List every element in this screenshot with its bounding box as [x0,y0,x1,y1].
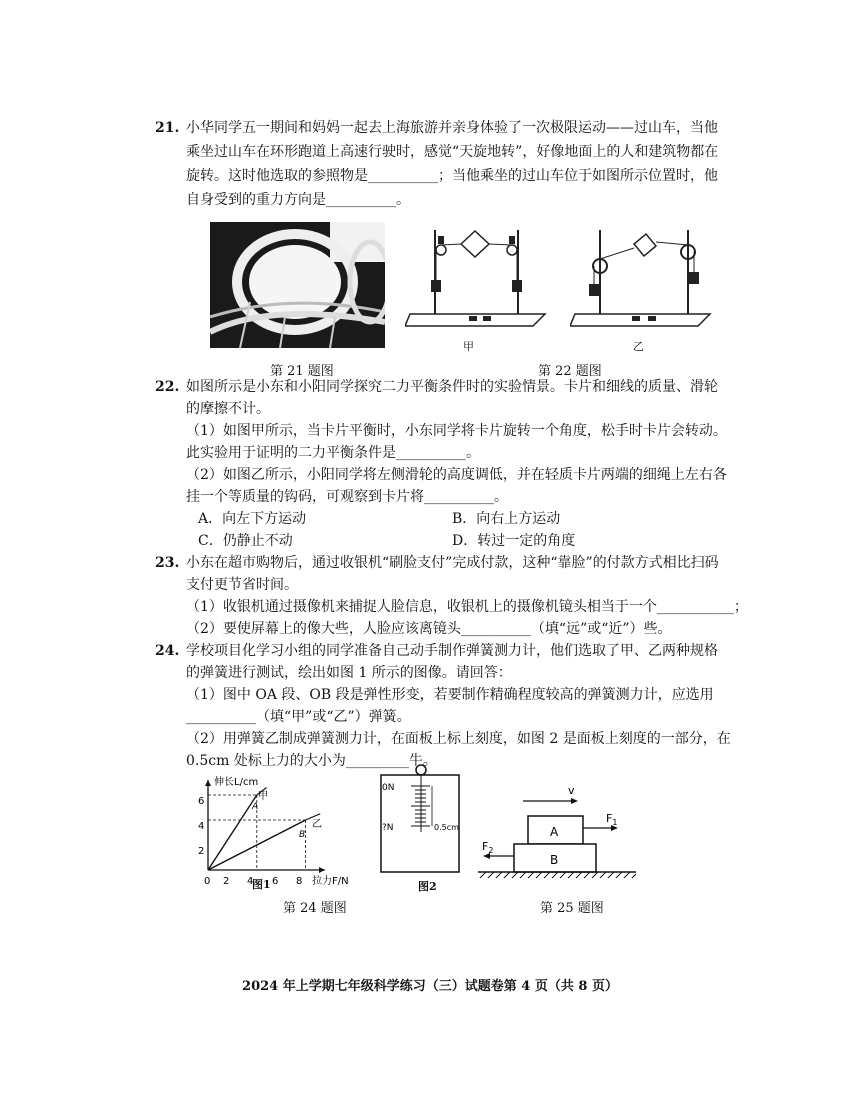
y-tick-2: 2 [198,846,205,857]
block-b-label: B [550,853,559,867]
point-b-label: B [299,830,306,840]
roller-coaster-photo [210,222,385,348]
x-tick-8: 8 [296,876,303,887]
force-f1-label: $F_1$ [606,812,618,827]
fig1-name: 图1 [252,878,271,891]
velocity-label: v [568,784,575,797]
fig22-label-yi: 乙 [633,340,644,353]
q22-option-b: B．向右上方运动 [452,511,561,527]
question-number-24: 24. [155,643,180,659]
y-tick-6: 6 [198,796,205,807]
q22-line-5: （2）如图乙所示，小阳同学将左侧滑轮的高度调低，并在轻质卡片两端的细绳上左右各 [186,467,727,483]
x-tick-4: 4 [247,876,254,887]
x-tick-6: 6 [272,876,279,887]
q23-line-3: （1）收银机通过摄像机来捕捉人脸信息，收银机上的摄像机镜头相当于一个___________； [186,599,748,615]
q21-line-2: 乘坐过山车在环形跑道上高速行驶时，感觉“天旋地转”，好像地面上的人和建筑物都在 [186,144,719,160]
q21-line-4: 自身受到的重力方向是__________。 [186,192,410,208]
q22-line-6: 挂一个等质量的钩码，可观察到卡片将__________。 [186,489,508,505]
question-number-23: 23. [155,555,180,571]
two-force-balance-apparatus-yi [570,222,715,334]
q22-line-3: （1）如图甲所示，当卡片平衡时，小东同学将卡片旋转一个角度，松手时卡片会转动。 [186,423,727,439]
q21-line-1: 小华同学五一期间和妈妈一起去上海旅游并亲身体验了一次极限运动——过山车，当他 [186,120,718,136]
q24-line-5: （2）用弹簧乙制成弹簧测力计，在面板上标上刻度，如图 2 是面板上刻度的一部分，在 [186,731,731,747]
line-label-jia: 甲 [258,791,268,802]
question-number-22: 22. [155,379,180,395]
q23-line-4: （2）要使屏幕上的像大些，人脸应该离镜头__________（填“远”或“近”）些。 [186,621,672,637]
y-axis-label: 伸长L/cm [214,777,259,788]
q21-line-3: 旋转。这时他选取的参照物是__________；当他乘坐的过山车位于如图所示位置时，他 [186,168,718,184]
q23-line-2: 支付更节省时间。 [186,577,298,593]
fig22-label-jia: 甲 [463,340,474,353]
page-footer: 2024 年上学期七年级科学练习（三）试题卷第 4 页（共 8 页） [242,979,618,994]
q24-line-2: 的弹簧进行测试，绘出如图 1 所示的图像。请回答： [186,665,512,681]
y-tick-4: 4 [198,821,205,832]
q22-line-2: 的摩擦不计。 [186,401,270,417]
q22-option-c: C．仍静止不动 [198,533,293,549]
x-tick-2: 2 [223,876,230,887]
scale-unknown-label: ?N [382,823,394,833]
q24-line-6: 0.5cm 处标上力的大小为_________牛。 [186,753,437,769]
spring-extension-graph [190,775,370,893]
line-label-yi: 乙 [312,819,322,830]
two-force-balance-apparatus-jia [405,222,550,334]
q24-line-4: __________（填“甲”或“乙”）弹簧。 [186,709,411,725]
ground-hatch [480,872,636,878]
q22-line-4: 此实验用于证明的二力平衡条件是__________。 [186,445,480,461]
q23-line-1: 小东在超市购物后，通过收银机“刷脸支付”完成付款，这种“靠脸”的付款方式相比扫码 [186,555,719,571]
force-f2-label: $F_2$ [482,840,494,855]
q22-option-d: D．转过一定的角度 [452,533,576,549]
stacked-blocks-diagram [478,780,638,885]
fig2-name: 图2 [418,880,437,893]
fig22-caption: 第 22 题图 [538,364,602,379]
q24-line-3: （1）图中 OA 段、OB 段是弹性形变，若要制作精确程度较高的弹簧测力计，应选用 [186,687,714,703]
fig24-caption: 第 24 题图 [283,901,347,916]
question-number-21: 21. [155,120,180,136]
scale-distance-label: 0.5cm [434,823,459,832]
spring-scale-panel [378,762,463,874]
fig21-caption: 第 21 题图 [270,364,334,379]
series-line-0 [208,795,257,870]
block-a-label: A [550,825,559,839]
fig25-caption: 第 25 题图 [540,901,604,916]
x-axis-label: 拉力F/N [312,876,349,887]
origin-label: 0 [204,876,211,887]
q22-option-a: A．向左下方运动 [198,511,307,527]
q24-line-1: 学校项目化学习小组的同学准备自己动手制作弹簧测力计，他们选取了甲、乙两种规格 [186,643,718,659]
scale-top-label: 0N [382,783,395,793]
q22-line-1: 如图所示是小东和小阳同学探究二力平衡条件时的实验情景。卡片和细线的质量、滑轮 [186,379,718,395]
point-a-label: A [252,802,259,812]
